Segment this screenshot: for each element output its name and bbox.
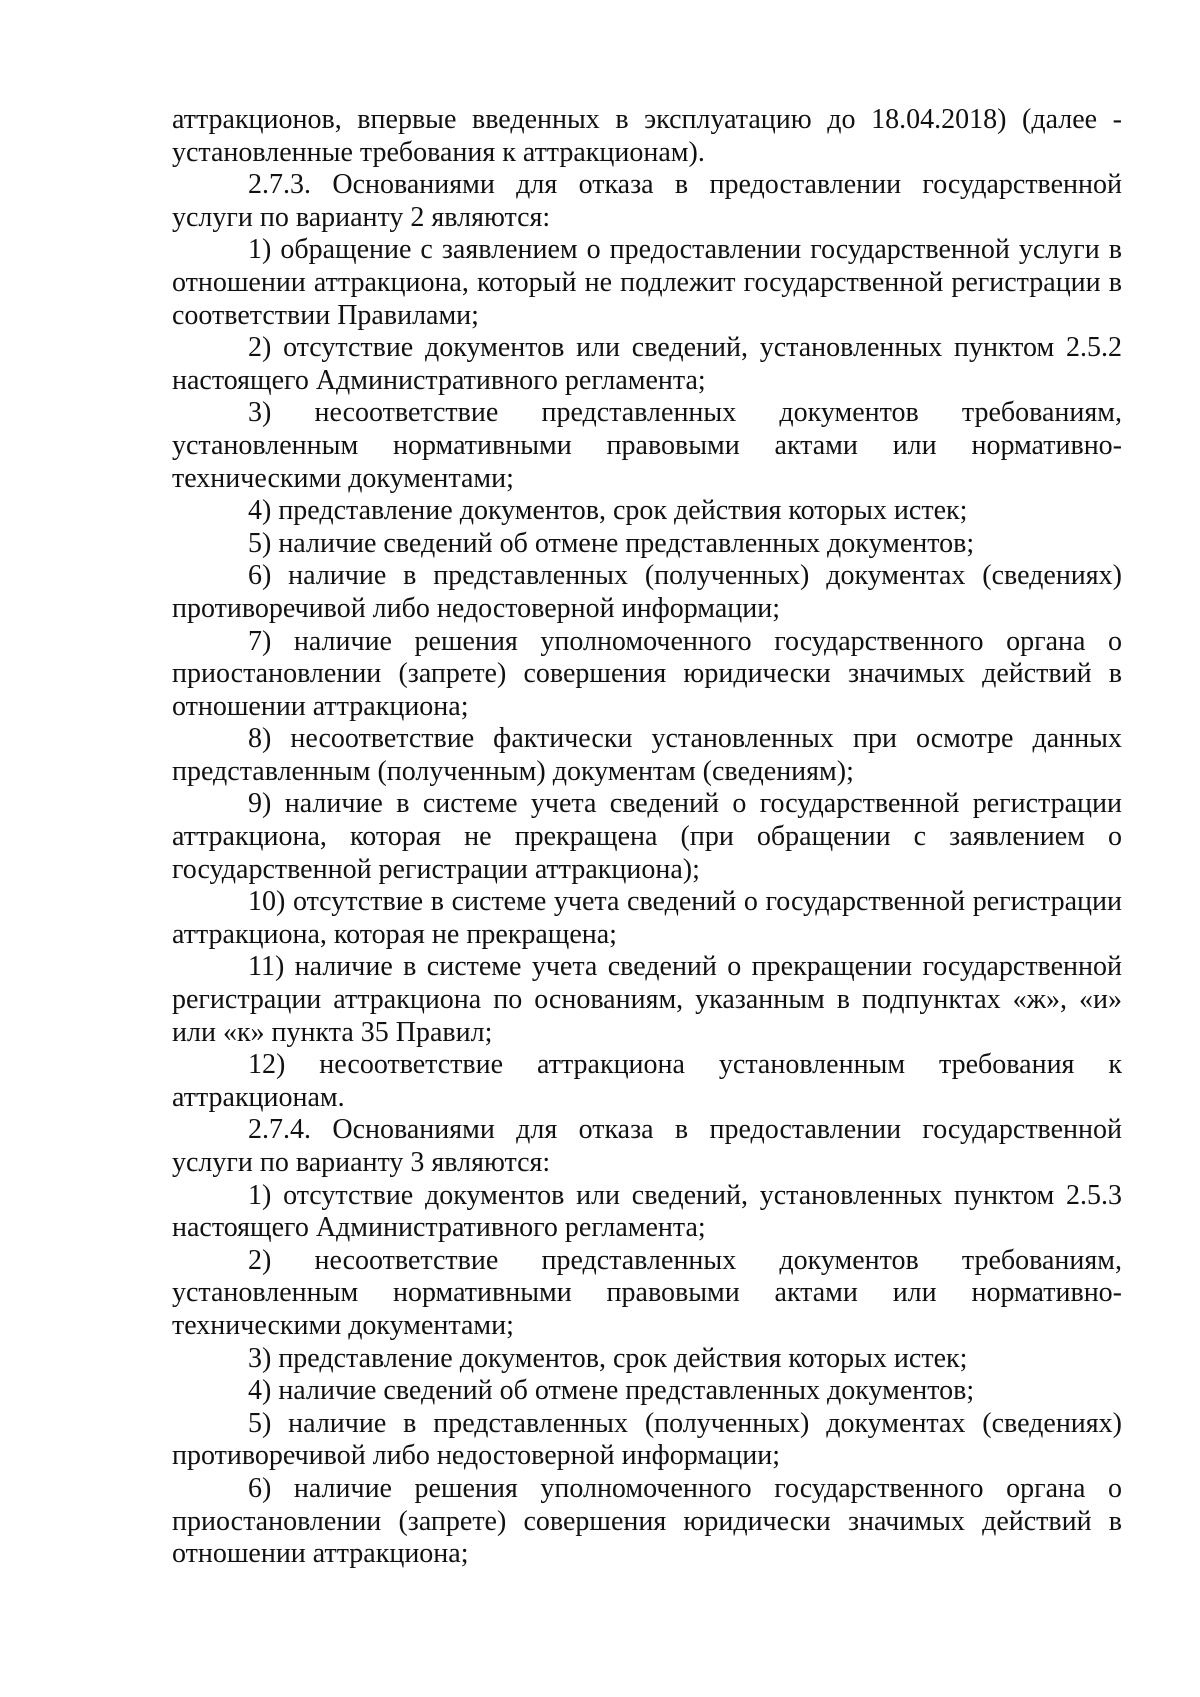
section-2-7-3-heading: 2.7.3. Основаниями для отказа в предоставлении государственной услуги по варианту 2 являются: <box>172 169 1122 233</box>
list-item-1: 1) отсутствие документов или сведений, установленных пунктом 2.5.3 настоящего Административного регламента; <box>172 1179 1122 1244</box>
list-item-3: 3) представление документов, срок действия которых истек; <box>248 1342 968 1374</box>
list-item-5: 5) наличие в представленных (полученных) документах (сведениях) противоречивой либо недостоверной информации; <box>172 1407 1122 1472</box>
list-item-1: 1) обращение с заявлением о предоставлении государственной услуги в отношении аттракциона, который не подлежит государственной регистрации в соответствии Правилами; <box>172 234 1122 331</box>
list-item-11: 11) наличие в системе учета сведений о прекращении государственной регистрации аттракциона по основаниям, указанным в подпунктах «ж», «и» или «к» пункта 35 Правил; <box>172 951 1122 1048</box>
list-item-4: 4) наличие сведений об отмене представленных документов; <box>248 1375 975 1407</box>
list-item-5: 5) наличие сведений об отмене представленных документов; <box>248 527 975 559</box>
list-item-8: 8) несоответствие фактически установленных при осмотре данных представленным (полученным) документам (сведениям); <box>172 723 1122 787</box>
list-item-6: 6) наличие решения уполномоченного государственного органа о приостановлении (запрете) совершения юридически значимых действий в отношении аттракциона; <box>172 1472 1122 1570</box>
list-item-10: 10) отсутствие в системе учета сведений о государственной регистрации аттракциона, которая не прекращена; <box>172 886 1122 950</box>
list-item-4: 4) представление документов, срок действия которых истек; <box>248 495 968 527</box>
list-item-12: 12) несоответствие аттракциона установленным требования к аттракционам. <box>172 1049 1122 1113</box>
list-item-2: 2) несоответствие представленных документов требованиям, установленным нормативными правовыми актами или нормативно-техническими документами; <box>172 1244 1122 1341</box>
list-item-7: 7) наличие решения уполномоченного государственного органа о приостановлении (запрете) совершения юридически значимых действий в отношении аттракциона; <box>172 625 1122 722</box>
document-page <box>172 104 1122 1571</box>
paragraph-continuation: аттракционов, впервые введенных в эксплуатацию до 18.04.2018) (далее - установленные требования к аттракционам). <box>172 104 1122 168</box>
list-item-3: 3) несоответствие представленных документов требованиям, установленным нормативными правовыми актами или нормативно-техническими документами; <box>172 397 1122 494</box>
list-item-6: 6) наличие в представленных (полученных) документах (сведениях) противоречивой либо недостоверной информации; <box>172 560 1122 624</box>
list-item-2: 2) отсутствие документов или сведений, установленных пунктом 2.5.2 настоящего Административного регламента; <box>172 332 1122 396</box>
section-2-7-4-heading: 2.7.4. Основаниями для отказа в предоставлении государственной услуги по варианту 3 являются: <box>172 1114 1122 1178</box>
list-item-9: 9) наличие в системе учета сведений о государственной регистрации аттракциона, которая не прекращена (при обращении с заявлением о государственной регистрации аттракциона); <box>172 788 1122 885</box>
